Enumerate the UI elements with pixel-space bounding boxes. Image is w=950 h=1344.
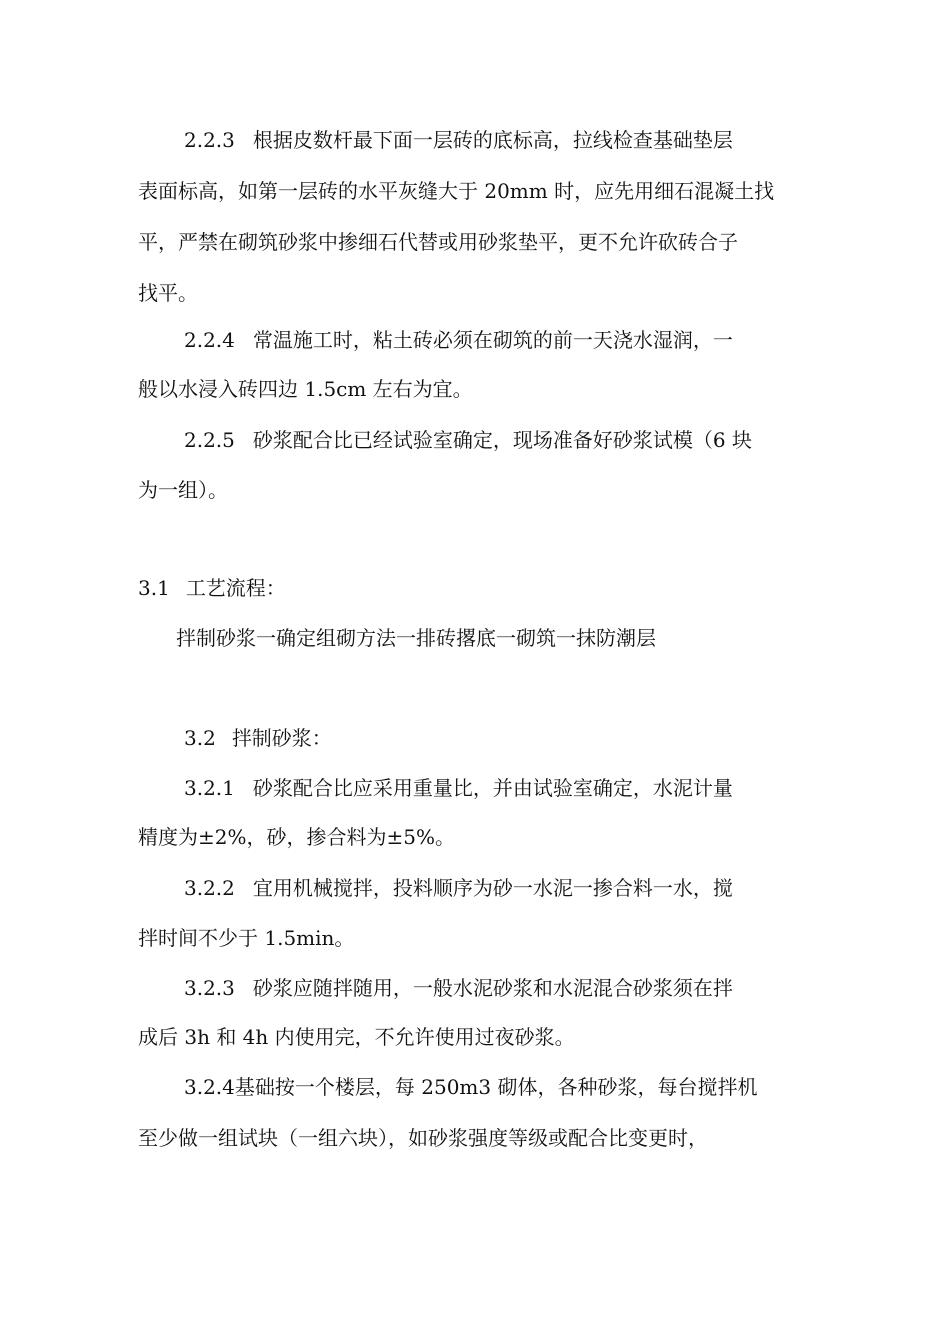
section-number: 2.2.5 [184, 428, 235, 452]
section-3-2-1-line-1 [184, 774, 733, 802]
section-2-2-3-line-1 [184, 126, 733, 154]
section-3-2-4-line-1 [184, 1073, 757, 1101]
section-3-2-1-line-2: 精度为±2%，砂，掺合料为±5%。 [138, 825, 455, 849]
section-text: 砂浆应随拌随用，一般水泥砂浆和水泥混合砂浆须在拌 [252, 976, 733, 1000]
section-number: 3.2 [184, 726, 216, 750]
section-3-2-3-line-1 [184, 974, 733, 1002]
section-3-2-2-line-1 [184, 874, 733, 902]
section-title: 拌制砂浆： [231, 726, 332, 750]
section-number: 3.2.4 [184, 1075, 235, 1099]
section-3-2-heading [184, 724, 332, 752]
section-number: 3.1 [138, 576, 170, 600]
section-3-2-2-line-2: 拌时间不少于 1.5min。 [138, 926, 355, 950]
section-2-2-4-line-1 [184, 326, 733, 354]
section-number: 3.2.1 [184, 776, 235, 800]
section-2-2-3-line-4: 找平。 [138, 281, 198, 305]
section-number: 3.2.3 [184, 976, 235, 1000]
section-text: 砂浆配合比应采用重量比，并由试验室确定，水泥计量 [252, 776, 733, 800]
section-text: 常温施工时，粘土砖必须在砌筑的前一天浇水湿润，一 [252, 328, 733, 352]
process-flow-line: 拌制砂浆一确定组砌方法一排砖撂底一砌筑一抹防潮层 [176, 626, 656, 650]
section-2-2-5-line-2: 为一组）。 [138, 478, 228, 502]
section-2-2-4-line-2: 般以水浸入砖四边 1.5cm 左右为宜。 [138, 377, 473, 401]
section-text: 砂浆配合比已经试验室确定，现场准备好砂浆试模（6 块 [252, 428, 752, 452]
section-text: 根据皮数杆最下面一层砖的底标高，拉线检查基础垫层 [252, 128, 733, 152]
section-2-2-5-line-1 [184, 426, 752, 454]
section-3-1-heading [138, 574, 286, 602]
section-2-2-3-line-2: 表面标高，如第一层砖的水平灰缝大于 20mm 时，应先用细石混凝土找 [138, 179, 775, 203]
section-number: 2.2.4 [184, 328, 235, 352]
section-3-2-4-line-2: 至少做一组试块（一组六块），如砂浆强度等级或配合比变更时， [138, 1126, 708, 1150]
section-text: 宜用机械搅拌，投料顺序为砂一水泥一掺合料一水，搅 [252, 876, 733, 900]
section-2-2-3-line-3: 平，严禁在砌筑砂浆中掺细石代替或用砂浆垫平，更不允许砍砖合子 [138, 230, 738, 254]
section-number: 3.2.2 [184, 876, 235, 900]
section-title: 工艺流程： [185, 576, 286, 600]
section-text: 基础按一个楼层，每 250m3 砌体，各种砂浆，每台搅拌机 [234, 1075, 758, 1099]
section-3-2-3-line-2: 成后 3h 和 4h 内使用完，不允许使用过夜砂浆。 [138, 1025, 575, 1049]
section-number: 2.2.3 [184, 128, 235, 152]
